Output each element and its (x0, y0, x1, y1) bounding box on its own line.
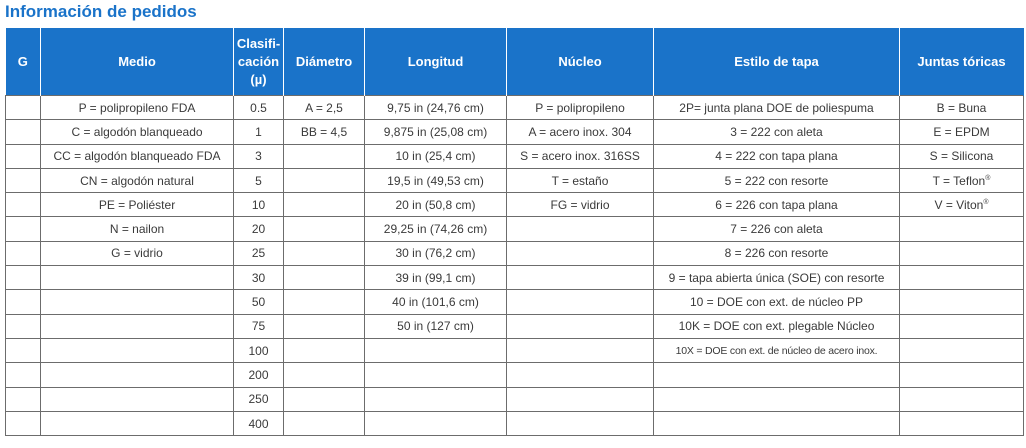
cell-diametro (284, 411, 365, 435)
cell-clasificacion (234, 193, 284, 217)
cell-diametro (284, 193, 365, 217)
cell-estilo-de-tapa (654, 168, 900, 192)
cell-estilo-de-tapa-text: 8 = 226 con resorte (724, 246, 829, 261)
table-row (6, 363, 1024, 387)
table-row (6, 290, 1024, 314)
cell-diametro (284, 290, 365, 314)
cell-nucleo (507, 411, 654, 435)
cell-clasificacion-text: 30 (251, 270, 266, 285)
cell-estilo-de-tapa (654, 387, 900, 411)
cell-g (6, 411, 41, 435)
cell-diametro (284, 363, 365, 387)
cell-clasificacion (234, 314, 284, 338)
cell-medio (41, 217, 234, 241)
cell-medio (41, 338, 234, 362)
cell-clasificacion-text: 400 (248, 416, 269, 431)
cell-juntas-toricas (900, 168, 1024, 192)
table-row (6, 217, 1024, 241)
cell-g (6, 193, 41, 217)
cell-g (6, 314, 41, 338)
cell-juntas-toricas-text: V = Viton (934, 197, 984, 212)
cell-longitud (365, 217, 507, 241)
cell-g (6, 266, 41, 290)
cell-diametro (284, 241, 365, 265)
cell-nucleo-text: A = acero inox. 304 (528, 124, 632, 139)
cell-clasificacion (234, 120, 284, 144)
cell-nucleo (507, 266, 654, 290)
cell-nucleo (507, 217, 654, 241)
cell-medio (41, 144, 234, 168)
cell-medio-text: CN = algodón natural (80, 173, 194, 188)
cell-longitud-text: 9,75 in (24,76 cm) (387, 100, 484, 115)
table-row (6, 266, 1024, 290)
cell-juntas-toricas-text: E = EPDM (933, 124, 990, 139)
cell-nucleo (507, 241, 654, 265)
table-row (6, 120, 1024, 144)
cell-juntas-toricas (900, 266, 1024, 290)
cell-estilo-de-tapa-text: 2P= junta plana DOE de poliespuma (679, 100, 874, 115)
header-clasificacion-line2: cación (237, 53, 280, 69)
cell-nucleo (507, 363, 654, 387)
cell-longitud (365, 314, 507, 338)
table-row (6, 338, 1024, 362)
header-longitud: Longitud (365, 28, 507, 96)
cell-longitud-text: 40 in (101,6 cm) (392, 295, 479, 310)
cell-medio (41, 168, 234, 192)
cell-clasificacion-text: 200 (248, 367, 269, 382)
cell-medio (41, 96, 234, 120)
cell-longitud (365, 120, 507, 144)
cell-medio (41, 387, 234, 411)
cell-diametro (284, 144, 365, 168)
cell-juntas-toricas (900, 411, 1024, 435)
cell-estilo-de-tapa (654, 144, 900, 168)
cell-diametro (284, 96, 365, 120)
table-row (6, 241, 1024, 265)
cell-diametro-text: A = 2,5 (305, 100, 343, 115)
cell-longitud (365, 96, 507, 120)
cell-g (6, 217, 41, 241)
cell-estilo-de-tapa (654, 120, 900, 144)
cell-nucleo (507, 168, 654, 192)
cell-diametro (284, 120, 365, 144)
cell-longitud-text: 9,875 in (25,08 cm) (383, 124, 488, 139)
header-clasificacion-line1: Clasifi- (236, 35, 281, 51)
cell-nucleo (507, 144, 654, 168)
cell-medio-text: P = polipropileno FDA (78, 100, 196, 115)
cell-nucleo-text: T = estaño (551, 173, 609, 188)
header-medio: Medio (41, 28, 234, 96)
table-row (6, 193, 1024, 217)
cell-medio (41, 120, 234, 144)
cell-clasificacion-text: 20 (251, 222, 266, 237)
registered-mark: ® (985, 174, 991, 182)
table-row (6, 314, 1024, 338)
cell-estilo-de-tapa (654, 363, 900, 387)
cell-longitud (365, 168, 507, 192)
cell-juntas-toricas (900, 96, 1024, 120)
cell-longitud (365, 363, 507, 387)
cell-longitud-text: 20 in (50,8 cm) (395, 197, 476, 212)
cell-medio-text: G = vidrio (111, 246, 163, 261)
cell-nucleo (507, 314, 654, 338)
cell-estilo-de-tapa-text: 10K = DOE con ext. plegable Núcleo (678, 319, 875, 334)
cell-juntas-toricas (900, 338, 1024, 362)
cell-nucleo (507, 387, 654, 411)
cell-nucleo (507, 338, 654, 362)
cell-g (6, 120, 41, 144)
cell-clasificacion-text: 10 (251, 197, 266, 212)
cell-g (6, 144, 41, 168)
cell-clasificacion-text: 100 (248, 343, 269, 358)
cell-longitud (365, 266, 507, 290)
cell-longitud-text: 19,5 in (49,53 cm) (387, 173, 484, 188)
cell-juntas-toricas (900, 217, 1024, 241)
cell-g (6, 241, 41, 265)
cell-diametro (284, 217, 365, 241)
cell-longitud (365, 290, 507, 314)
cell-estilo-de-tapa-text: 5 = 222 con resorte (724, 173, 829, 188)
cell-clasificacion-text: 250 (248, 392, 269, 407)
cell-medio-text: N = nailon (109, 222, 165, 237)
cell-longitud (365, 387, 507, 411)
header-diametro: Diámetro (284, 28, 365, 96)
cell-nucleo-text: P = polipropileno (535, 100, 625, 115)
cell-g (6, 387, 41, 411)
cell-clasificacion-text: 50 (251, 295, 266, 310)
cell-nucleo-text: S = acero inox. 316SS (520, 149, 640, 164)
cell-clasificacion (234, 241, 284, 265)
cell-clasificacion (234, 144, 284, 168)
cell-juntas-toricas-text: T = Teflon (932, 173, 986, 188)
cell-longitud (365, 411, 507, 435)
cell-juntas-toricas (900, 387, 1024, 411)
cell-nucleo (507, 193, 654, 217)
table-row (6, 96, 1024, 120)
cell-juntas-toricas (900, 241, 1024, 265)
header-juntas-toricas: Juntas tóricas (900, 28, 1024, 96)
cell-juntas-toricas (900, 314, 1024, 338)
cell-diametro-text: BB = 4,5 (300, 124, 348, 139)
cell-clasificacion (234, 266, 284, 290)
cell-clasificacion-text: 25 (251, 246, 266, 261)
cell-clasificacion-text: 5 (255, 173, 262, 188)
cell-medio (41, 314, 234, 338)
cell-estilo-de-tapa-text: 7 = 226 con aleta (730, 222, 823, 237)
cell-longitud-text: 30 in (76,2 cm) (395, 246, 476, 261)
cell-g (6, 338, 41, 362)
cell-medio (41, 193, 234, 217)
table-header-row (6, 28, 1024, 96)
cell-diametro (284, 314, 365, 338)
registered-mark: ® (983, 198, 989, 206)
cell-clasificacion (234, 363, 284, 387)
cell-estilo-de-tapa (654, 411, 900, 435)
cell-medio (41, 266, 234, 290)
cell-estilo-de-tapa-text: 10 = DOE con ext. de núcleo PP (689, 295, 864, 310)
cell-g (6, 363, 41, 387)
table-body (6, 96, 1024, 436)
cell-diametro (284, 338, 365, 362)
cell-diametro (284, 266, 365, 290)
cell-juntas-toricas (900, 144, 1024, 168)
cell-clasificacion (234, 338, 284, 362)
cell-clasificacion (234, 217, 284, 241)
header-g: G (6, 28, 41, 96)
cell-clasificacion-text: 1 (255, 124, 262, 139)
header-nucleo: Núcleo (507, 28, 654, 96)
cell-juntas-toricas (900, 363, 1024, 387)
cell-longitud (365, 144, 507, 168)
cell-medio (41, 290, 234, 314)
cell-juntas-toricas-text: B = Buna (936, 100, 987, 115)
cell-estilo-de-tapa-text: 4 = 222 con tapa plana (715, 149, 838, 164)
cell-estilo-de-tapa (654, 290, 900, 314)
cell-diametro (284, 168, 365, 192)
cell-nucleo (507, 120, 654, 144)
cell-longitud-text: 39 in (99,1 cm) (395, 270, 476, 285)
table-row (6, 387, 1024, 411)
page-title: Información de pedidos (5, 2, 197, 21)
cell-nucleo (507, 290, 654, 314)
header-estilo-de-tapa: Estilo de tapa (654, 28, 900, 96)
cell-estilo-de-tapa-text: 6 = 226 con tapa plana (715, 197, 838, 212)
cell-diametro (284, 387, 365, 411)
cell-estilo-de-tapa (654, 217, 900, 241)
table-row (6, 168, 1024, 192)
cell-estilo-de-tapa (654, 266, 900, 290)
cell-juntas-toricas (900, 193, 1024, 217)
cell-clasificacion (234, 411, 284, 435)
cell-clasificacion (234, 96, 284, 120)
cell-longitud (365, 193, 507, 217)
cell-nucleo-text: FG = vidrio (550, 197, 610, 212)
cell-medio (41, 241, 234, 265)
cell-estilo-de-tapa (654, 96, 900, 120)
cell-juntas-toricas-text: S = Silicona (929, 149, 994, 164)
cell-longitud-text: 10 in (25,4 cm) (395, 149, 476, 164)
cell-g (6, 168, 41, 192)
order-info-table (5, 28, 1024, 436)
cell-estilo-de-tapa-text: 10X = DOE con ext. de núcleo de acero inox. (675, 344, 878, 357)
cell-clasificacion-text: 0.5 (250, 100, 267, 115)
cell-estilo-de-tapa (654, 193, 900, 217)
cell-medio (41, 411, 234, 435)
cell-clasificacion (234, 168, 284, 192)
cell-juntas-toricas (900, 120, 1024, 144)
cell-medio-text: CC = algodón blanqueado FDA (53, 149, 221, 164)
header-clasificacion (234, 28, 284, 96)
cell-estilo-de-tapa (654, 241, 900, 265)
cell-clasificacion-text: 3 (255, 149, 262, 164)
cell-juntas-toricas (900, 290, 1024, 314)
cell-estilo-de-tapa-text: 9 = tapa abierta única (SOE) con resorte (668, 270, 885, 285)
cell-clasificacion (234, 387, 284, 411)
cell-clasificacion (234, 290, 284, 314)
header-clasificacion-line3: (µ) (250, 71, 267, 87)
cell-estilo-de-tapa (654, 338, 900, 362)
cell-medio-text: C = algodón blanqueado (71, 124, 203, 139)
cell-nucleo (507, 96, 654, 120)
cell-longitud-text: 50 in (127 cm) (397, 319, 474, 334)
cell-clasificacion-text: 75 (251, 319, 266, 334)
cell-medio-text: PE = Poliéster (98, 197, 176, 212)
cell-longitud (365, 241, 507, 265)
table-row (6, 411, 1024, 435)
cell-longitud-text: 29,25 in (74,26 cm) (383, 222, 488, 237)
cell-estilo-de-tapa-text: 3 = 222 con aleta (730, 124, 823, 139)
cell-g (6, 96, 41, 120)
cell-g (6, 290, 41, 314)
table-row (6, 144, 1024, 168)
cell-medio (41, 363, 234, 387)
cell-longitud (365, 338, 507, 362)
cell-estilo-de-tapa (654, 314, 900, 338)
